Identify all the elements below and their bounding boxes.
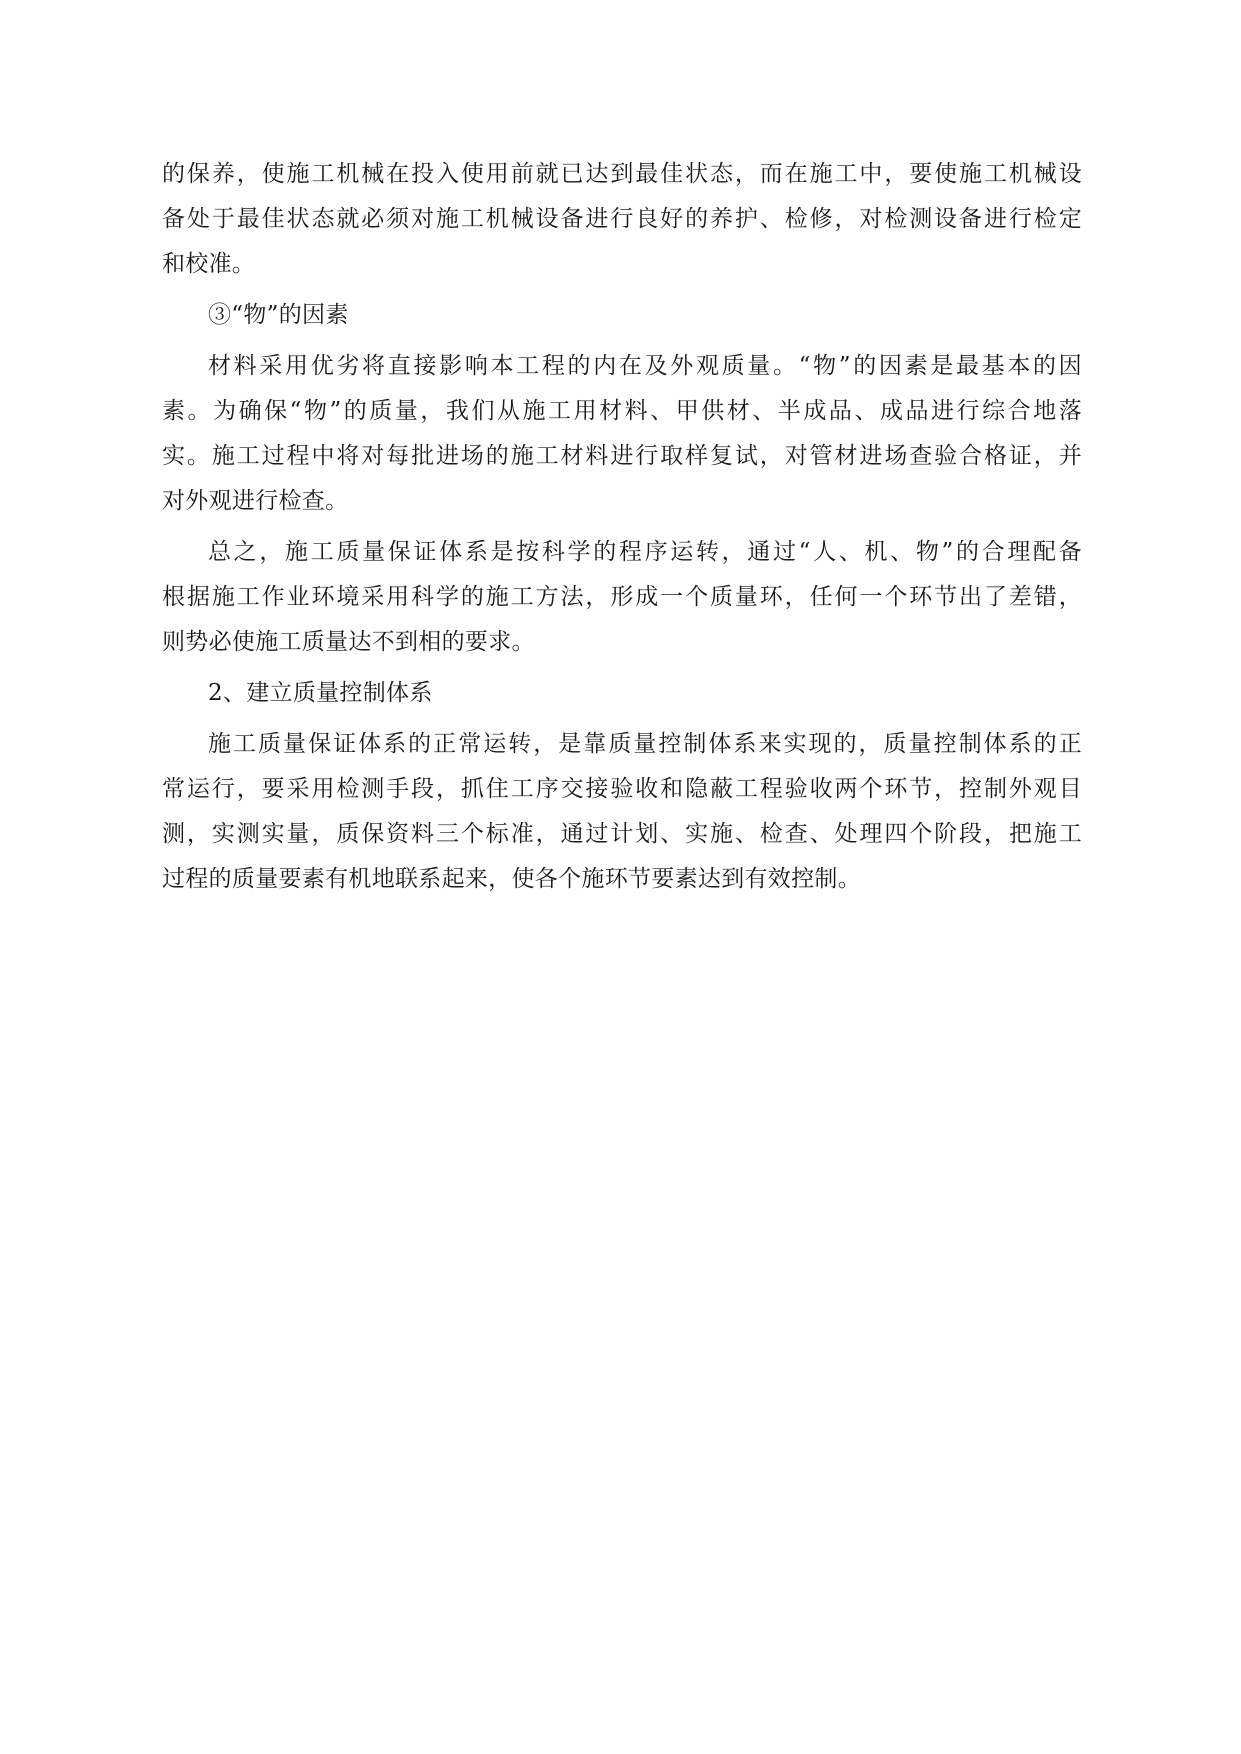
section-heading: ③“物”的因素 [208, 302, 349, 328]
text-line: 则势必使施工质量达不到相的要求。 [162, 629, 535, 655]
text-line: 总之，施工质量保证体系是按科学的程序运转，通过“人、机、物”的合理配备 [208, 539, 1082, 565]
text-line: 根据施工作业环境采用科学的施工方法，形成一个质量环，任何一个环节出了差错， [162, 584, 1082, 610]
text-line: 和校准。 [162, 251, 256, 277]
text-line: 施工质量保证体系的正常运转，是靠质量控制体系来实现的，质量控制体系的正 [208, 731, 1082, 757]
text-line: 常运行，要采用检测手段，抓住工序交接验收和隐蔽工程验收两个环节，控制外观目 [162, 776, 1082, 802]
text-line: 测，实测实量，质保资料三个标准，通过计划、实施、检查、处理四个阶段，把施工 [162, 821, 1082, 847]
text-line: 素。为确保“物”的质量，我们从施工用材料、甲供材、半成品、成品进行综合地落 [162, 398, 1082, 424]
text-line: 备处于最佳状态就必须对施工机械设备进行良好的养护、检修，对检测设备进行检定 [162, 206, 1082, 232]
section-heading: 2、建立质量控制体系 [208, 680, 433, 706]
text-line: 实。施工过程中将对每批进场的施工材料进行取样复试，对管材进场查验合格证，并 [162, 443, 1082, 469]
text-line: 材料采用优劣将直接影响本工程的内在及外观质量。“物”的因素是最基本的因 [208, 353, 1082, 379]
text-line: 过程的质量要素有机地联系起来，使各个施环节要素达到有效控制。 [162, 866, 861, 892]
text-line: 的保养，使施工机械在投入使用前就已达到最佳状态，而在施工中，要使施工机械设 [162, 161, 1082, 187]
text-line: 对外观进行检查。 [162, 488, 349, 514]
